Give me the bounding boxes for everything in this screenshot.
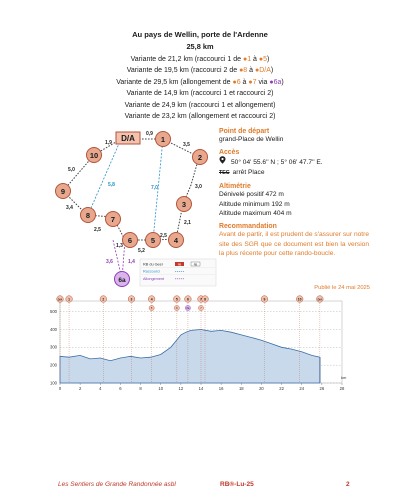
marker-label: D/A <box>57 298 63 302</box>
marker-label: 2 <box>102 297 105 302</box>
y-tick-label: 200 <box>50 362 57 368</box>
node-9-label: 9 <box>60 187 66 196</box>
node-5-label: 5 <box>150 236 156 245</box>
profile-area <box>60 330 320 384</box>
reco-text: Avant de partir, il est prudent de s'assurer sur notre site des SGR que ce document est bien la version la plus récente pour cette rando-boucle. <box>219 231 369 258</box>
x-tick-label: 16 <box>218 386 224 391</box>
x-axis <box>59 386 345 391</box>
published-date: Publié le 24 mai 2025 <box>314 285 370 291</box>
x-tick-label: 8 <box>139 386 142 391</box>
marker-label: 10 <box>297 297 302 302</box>
seg-label: 3,5 <box>183 142 190 148</box>
altimetry-heading: Altimétrie <box>219 183 251 191</box>
node-6-label: 6 <box>127 236 133 245</box>
x-tick-label: 0 <box>58 386 62 391</box>
seg-label: 3,4 <box>66 205 73 211</box>
page-title: Au pays de Wellin, porte de l'Ardenne <box>132 30 268 39</box>
bus-stop-text: arrêt Place <box>232 168 265 176</box>
legend-rb-label: RB du Geer <box>143 262 164 267</box>
marker-label: 5 <box>175 297 178 302</box>
access-heading: Accès <box>219 149 240 157</box>
y-tick-label: 400 <box>50 326 57 332</box>
seg-label: 5,2 <box>138 248 145 254</box>
seg-label: 7,0 <box>151 185 158 191</box>
bus-code: TEC <box>219 169 230 176</box>
legend-rb-code: RB <box>177 263 182 267</box>
seg-label: 0,9 <box>146 131 153 137</box>
seg-label: 3,0 <box>195 184 202 190</box>
marker-label: 6 <box>186 297 189 302</box>
footer-code: RB®-Lu-25 <box>220 481 254 488</box>
seg-label: 1,4 <box>128 259 135 265</box>
seg-label: 2,1 <box>184 220 191 226</box>
y-axis <box>50 309 58 385</box>
x-tick-label: 6 <box>119 386 122 391</box>
x-tick-label: 24 <box>299 386 305 391</box>
location-pin-icon <box>219 156 231 167</box>
node-4-label: 4 <box>173 236 179 245</box>
alt-max: Altitude maximum 404 m <box>219 210 292 218</box>
reco-heading: Recommandation <box>219 223 277 231</box>
node-7-label: 7 <box>110 215 116 224</box>
variants-list <box>0 54 400 122</box>
y-tick-label: 500 <box>50 309 57 315</box>
start-heading: Point de départ <box>219 128 270 135</box>
variant-5: Variante de 24,9 km (raccourci 1 et allongement) <box>124 101 276 109</box>
x-tick-label: 4 <box>99 386 102 391</box>
marker-label: 9 <box>263 297 266 302</box>
x-tick-label: 2 <box>78 386 82 391</box>
y-tick-label: 300 <box>50 344 57 350</box>
marker-label: 8 <box>204 297 206 302</box>
main-route <box>60 139 199 240</box>
x-tick-label: 28 <box>339 386 345 391</box>
alt-min: Altitude minimum 192 m <box>219 200 290 208</box>
seg-label: 3,6 <box>106 259 113 265</box>
seg-label: 5,0 <box>68 167 75 173</box>
legend-extension-label: Allongement <box>143 277 165 281</box>
page-number: 2 <box>346 481 350 488</box>
node-8-label: 8 <box>85 211 91 220</box>
marker-label: 3 <box>130 297 133 302</box>
y-tick-label: 100 <box>50 380 57 386</box>
x-tick-label: 26 <box>319 386 325 391</box>
coordinates-text: 50° 04' 55.6'' N ; 5° 06' 47.7'' E. <box>231 159 323 167</box>
total-distance: 25,8 km <box>186 42 214 51</box>
marker-label: 1 <box>68 297 71 302</box>
seg-label: 2,5 <box>94 227 101 233</box>
coordinates-row <box>219 156 369 167</box>
diagram-legend <box>140 259 216 286</box>
variant-1: Variante de 21,2 km (raccourci 1 de ●1 à ●5) <box>130 56 270 63</box>
info-panel <box>219 128 369 258</box>
marker-sub-label: 6 <box>176 307 178 311</box>
seg-label: 1,9 <box>105 140 112 146</box>
node-10-label: 10 <box>89 151 99 160</box>
elevation-profile-chart <box>28 295 358 400</box>
marker-sub-label: 6a <box>186 307 190 311</box>
marker-label: 7 <box>200 297 202 302</box>
bus-row <box>219 168 369 178</box>
variant-2: Variante de 19,5 km (raccourci 2 de ●8 à ●D/A) <box>126 67 274 75</box>
elevation-gain: Dénivelé positif 472 m <box>219 191 284 199</box>
seg-label: 5,8 <box>108 182 115 188</box>
marker-sub-label: 5 <box>150 307 153 311</box>
variant-6: Variante de 23,2 km (allongement et raccourci 2) <box>124 113 276 121</box>
variant-3: Variante de 29,5 km (allongement de ●6 à ●7 via ●6a) <box>116 78 284 86</box>
footer-org: Les Sentiers de Grande Randonnée asbl <box>58 481 176 488</box>
start-place: grand-Place de Wellin <box>219 136 284 143</box>
x-tick-label: 14 <box>198 386 204 391</box>
x-tick-label: 18 <box>238 386 244 391</box>
x-tick-label: 12 <box>178 386 184 391</box>
variant-4: Variante de 14,9 km (raccourci 1 et raccourci 2) <box>126 90 274 98</box>
marker-sub-label: 7 <box>200 307 202 311</box>
node-1-label: 1 <box>160 135 166 144</box>
legend-rb-code2: RB <box>193 263 198 267</box>
x-tick-label: 22 <box>279 386 284 391</box>
route-diagram <box>50 127 220 307</box>
node-da-label: D/A <box>121 134 135 143</box>
seg-label: 2,5 <box>160 233 167 239</box>
x-unit: km <box>341 375 347 380</box>
marker-label: 4 <box>150 297 153 302</box>
x-tick-label: 10 <box>158 386 164 391</box>
x-tick-label: 20 <box>259 386 264 391</box>
seg-label: 1,3 <box>116 243 123 249</box>
node-6a-label: 6a <box>118 277 126 284</box>
legend-shortcut-label: Raccourci <box>143 269 160 274</box>
node-3-label: 3 <box>181 200 187 209</box>
node-2-label: 2 <box>197 153 203 162</box>
marker-label: D/A <box>317 298 323 302</box>
